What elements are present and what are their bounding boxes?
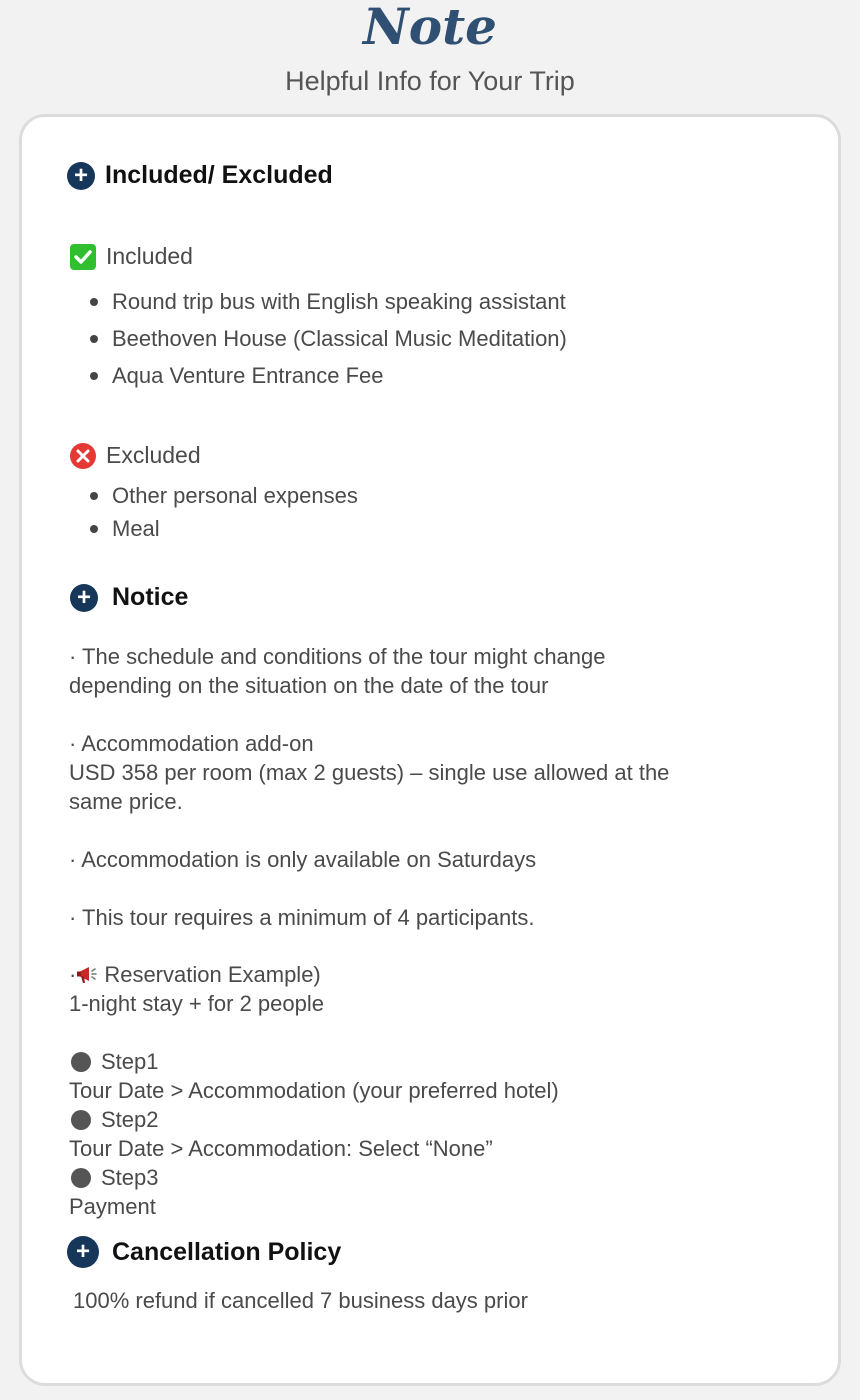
excluded-list xyxy=(72,481,358,551)
notice-text: depending on the situation on the date of the tour xyxy=(69,673,549,698)
step-text: Tour Date > Accommodation (your preferred hotel) xyxy=(69,1078,559,1103)
section-title: Cancellation Policy xyxy=(112,1237,342,1266)
reservation-steps xyxy=(69,1047,769,1221)
excluded-header xyxy=(70,442,201,469)
step-label: Step3 xyxy=(101,1165,159,1190)
notice-text: same price. xyxy=(69,789,183,814)
list-item: Beethoven House (Classical Music Meditation) xyxy=(72,324,567,361)
step-text: Payment xyxy=(69,1194,156,1219)
section-included-excluded-header[interactable] xyxy=(67,161,333,190)
filled-circle-icon xyxy=(71,1052,91,1072)
included-label: Included xyxy=(106,243,193,269)
notice-accommodation-days xyxy=(69,845,769,874)
page-title: Note xyxy=(363,0,497,56)
notice-text: · Accommodation add-on xyxy=(69,731,314,756)
step-label: Step2 xyxy=(101,1107,159,1132)
plus-circle-icon[interactable]: + xyxy=(67,1236,99,1268)
step-row xyxy=(69,1105,769,1134)
page-subtitle: Helpful Info for Your Trip xyxy=(285,66,575,96)
section-title: Notice xyxy=(112,583,189,611)
notice-text: · Accommodation is only available on Saturdays xyxy=(69,847,537,872)
notice-text: · The schedule and conditions of the tour might change xyxy=(69,644,606,669)
x-circle-icon xyxy=(70,443,96,469)
check-box-icon xyxy=(70,244,96,270)
notice-text: USD 358 per room (max 2 guests) – single use allowed at the xyxy=(69,760,670,785)
section-cancellation-header[interactable] xyxy=(67,1236,341,1268)
plus-circle-icon[interactable]: + xyxy=(70,584,98,612)
list-item: Aqua Venture Entrance Fee xyxy=(72,361,567,398)
step-row xyxy=(69,1047,769,1076)
notice-schedule xyxy=(69,642,769,700)
cancellation-text: 100% refund if cancelled 7 business days prior xyxy=(73,1288,528,1313)
filled-circle-icon xyxy=(71,1168,91,1188)
excluded-label: Excluded xyxy=(106,442,201,468)
section-notice-header[interactable] xyxy=(70,583,188,612)
list-item: Round trip bus with English speaking assistant xyxy=(72,287,567,324)
list-item: Other personal expenses xyxy=(72,481,358,514)
example-detail: 1-night stay + for 2 people xyxy=(69,991,324,1016)
notice-minimum xyxy=(69,903,769,932)
example-title: Reservation Example) xyxy=(104,962,321,987)
megaphone-icon xyxy=(76,963,102,987)
section-title: Included/ Excluded xyxy=(105,161,333,189)
step-text: Tour Date > Accommodation: Select “None” xyxy=(69,1136,493,1161)
filled-circle-icon xyxy=(71,1110,91,1130)
plus-circle-icon[interactable]: + xyxy=(67,162,95,190)
cancellation-policy xyxy=(73,1286,773,1315)
included-header xyxy=(70,243,193,270)
notice-accommodation-addon xyxy=(69,729,769,816)
list-item: Meal xyxy=(72,514,358,551)
step-row xyxy=(69,1163,769,1192)
notice-text: · This tour requires a minimum of 4 participants. xyxy=(69,905,535,930)
included-list xyxy=(72,287,567,398)
step-label: Step1 xyxy=(101,1049,159,1074)
reservation-example xyxy=(69,960,769,1018)
example-bullet: · xyxy=(69,962,77,987)
